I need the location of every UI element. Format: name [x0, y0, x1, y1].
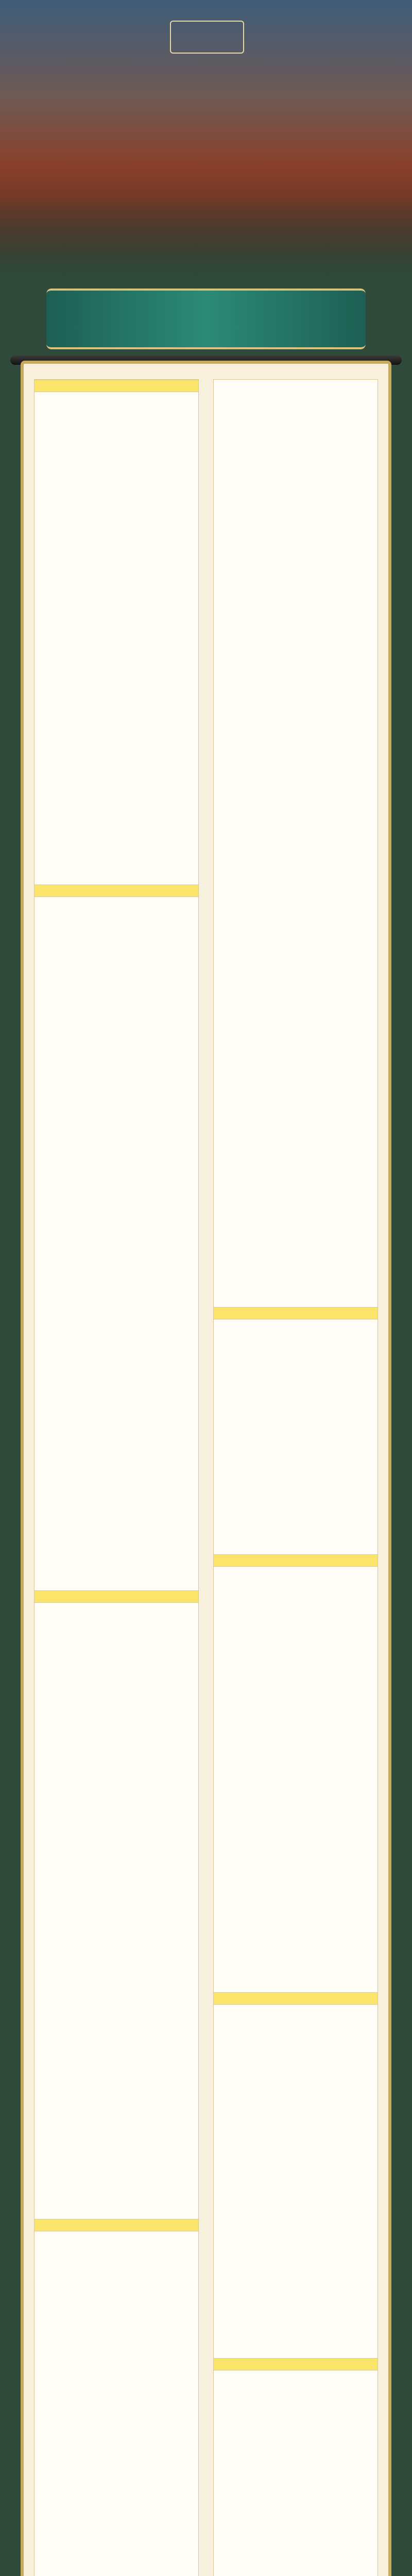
title-banner	[46, 289, 366, 349]
section-header-band	[214, 2358, 377, 2370]
section-header-band	[214, 1992, 377, 2005]
schedule-table-left	[34, 379, 199, 2576]
section-header-band	[214, 1307, 377, 1319]
section-header-band	[35, 885, 198, 897]
schedule-table-right	[213, 379, 378, 2576]
brand-logo	[170, 21, 244, 54]
schedule-scroll	[21, 361, 391, 2576]
section-header-band	[214, 1554, 377, 1567]
section-header-band	[35, 1590, 198, 1603]
section-header-band	[35, 380, 198, 392]
section-header-band	[35, 2219, 198, 2231]
hero-image	[0, 0, 412, 278]
